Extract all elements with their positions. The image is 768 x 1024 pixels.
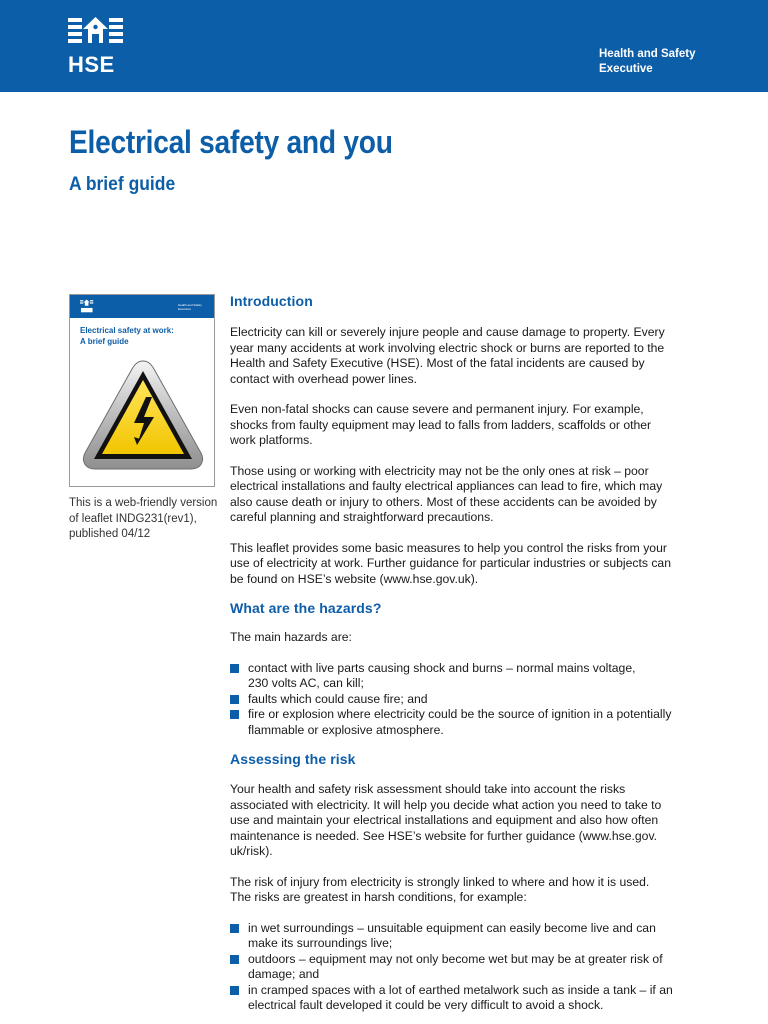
heading-hazards: What are the hazards? — [230, 600, 382, 616]
text-line: also cause death or injury to others. Most of these accidents can be avoided by — [230, 494, 657, 509]
text-line: uk/risk). — [230, 844, 273, 858]
text-line: electrical fault developed it could be very difficult to avoid a shock. — [248, 998, 604, 1012]
bullet-square-icon — [230, 924, 239, 933]
heading-assessing-risk: Assessing the risk — [230, 751, 356, 767]
list-item — [230, 692, 705, 708]
bullet-square-icon — [230, 955, 239, 964]
text-line: Your health and safety risk assessment should take into account the risks — [230, 782, 626, 796]
org-name-line-2: Executive — [599, 63, 653, 75]
text-line: be found on HSE’s website (www.hse.gov.uk). — [230, 571, 479, 586]
cover-logo-icon — [80, 299, 94, 314]
leaflet-cover-thumbnail — [69, 294, 215, 487]
text-line: associated with electricity. It will help you decide what action you need to take to — [230, 797, 662, 812]
risk-paragraph-2 — [230, 875, 705, 906]
cover-org-name — [178, 303, 202, 311]
risk-paragraph-1 — [230, 782, 705, 860]
text-line: fire or explosion where electricity could be the source of ignition in a potentially — [248, 707, 672, 721]
logo-wordmark: HSE — [68, 52, 115, 77]
header-bar — [0, 0, 768, 92]
list-item — [230, 921, 705, 952]
text-line: use of electricity at work. Further guidance for particular industries or subjects can — [230, 556, 671, 570]
text-line: in cramped spaces with a lot of earthed metalwork such as inside a tank – if an — [248, 982, 673, 997]
organisation-name — [599, 47, 729, 77]
bullet-square-icon — [230, 986, 239, 995]
bullet-square-icon — [230, 695, 239, 704]
text-line: damage; and — [248, 967, 320, 981]
text-line: electrical installations and faulty electrical appliances can lead to fire, which may — [230, 479, 663, 493]
caption-line: of leaflet INDG231(rev1), — [69, 512, 197, 525]
cover-org-line-1: Health and Safety — [178, 303, 202, 307]
bullet-square-icon — [230, 664, 239, 673]
cover-title-line-2: A brief guide — [80, 337, 129, 346]
text-line: in wet surroundings – unsuitable equipment can easily become live and can — [248, 920, 656, 935]
electrical-hazard-warning-icon — [80, 357, 206, 475]
intro-paragraph-4 — [230, 541, 705, 588]
text-line: The main hazards are: — [230, 630, 352, 644]
caption-line: This is a web-friendly version — [69, 497, 218, 509]
cover-header-bar — [70, 295, 214, 318]
list-item — [230, 952, 705, 983]
text-line: Health and Safety Executive (HSE). Most of the fatal incidents are caused by — [230, 356, 645, 370]
hazards-list — [230, 661, 705, 739]
org-name-line-1: Health and Safety — [599, 48, 696, 60]
caption-line: published 04/12 — [69, 528, 151, 540]
cover-title-line-1: Electrical safety at work: — [80, 326, 174, 335]
text-line: maintenance is needed. See HSE’s website for further guidance (www.hse.gov. — [230, 828, 658, 843]
risk-conditions-list — [230, 921, 705, 1014]
list-item — [230, 983, 705, 1014]
text-line: faults which could cause fire; and — [248, 691, 428, 706]
document-title: Electrical safety and you — [69, 124, 393, 160]
text-line: shocks from faulty equipment may lead to falls from ladders, scaffolds or other — [230, 417, 652, 432]
cover-org-line-2: Executive — [178, 307, 192, 311]
text-line: The risk of injury from electricity is strongly linked to where and how it is used. — [230, 874, 650, 889]
heading-introduction: Introduction — [230, 293, 313, 309]
list-item — [230, 707, 705, 738]
document-subtitle: A brief guide — [69, 174, 176, 195]
text-line: outdoors – equipment may not only become wet but may be at greater risk of — [248, 951, 663, 966]
intro-paragraph-3 — [230, 464, 705, 526]
text-line: This leaflet provides some basic measures to help you control the risks from your — [230, 540, 667, 555]
cover-title — [80, 325, 174, 347]
text-line: contact with overhead power lines. — [230, 371, 417, 386]
text-line: The risks are greatest in harsh conditions, for example: — [230, 890, 527, 904]
text-line: make its surroundings live; — [248, 936, 393, 950]
text-line: year many accidents at work involving electric shock or burns are reported to the — [230, 340, 665, 355]
text-line: Even non-fatal shocks can cause severe and permanent injury. For example, — [230, 402, 644, 416]
intro-paragraph-1 — [230, 325, 705, 387]
text-line: Electricity can kill or severely injure people and cause damage to property. Every — [230, 325, 665, 339]
text-line: work platforms. — [230, 433, 313, 447]
intro-paragraph-2 — [230, 402, 705, 449]
list-item — [230, 661, 705, 692]
text-line: flammable or explosive atmosphere. — [248, 722, 444, 737]
text-line: 230 volts AC, can kill; — [248, 676, 364, 690]
text-line: contact with live parts causing shock and burns – normal mains voltage, — [248, 660, 636, 675]
main-content — [230, 292, 705, 1014]
hazards-intro — [230, 630, 705, 646]
text-line: Those using or working with electricity may not be the only ones at risk – poor — [230, 463, 649, 478]
text-line: careful planning and straightforward precautions. — [230, 510, 494, 524]
text-line: use and maintain your electrical installations and equipment and also how often — [230, 813, 659, 827]
web-version-note — [69, 496, 229, 543]
bullet-square-icon — [230, 710, 239, 719]
